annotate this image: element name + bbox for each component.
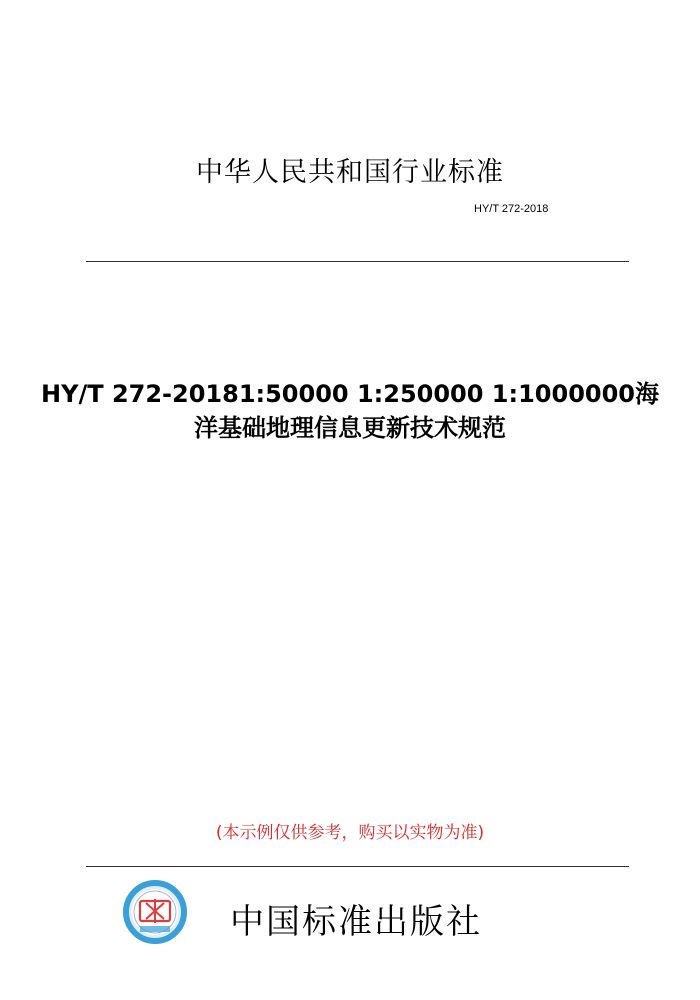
document-title-line-1: HY/T 272-20181:50000 1:250000 1:1000000海: [41, 380, 659, 408]
sample-disclaimer: (本示例仅供参考，购买以实物为准): [215, 823, 485, 843]
standard-code: HY/T 272-2018: [474, 203, 549, 215]
industry-standard-heading: 中华人民共和国行业标准: [196, 157, 504, 188]
publisher-name: 中国标准出版社: [230, 902, 482, 942]
document-title: [40, 377, 660, 445]
top-divider: [86, 261, 629, 262]
document-title-line-2: 洋基础地理信息更新技术规范: [194, 414, 506, 442]
publisher-seal-icon: [122, 879, 188, 945]
bottom-divider: [86, 866, 629, 867]
